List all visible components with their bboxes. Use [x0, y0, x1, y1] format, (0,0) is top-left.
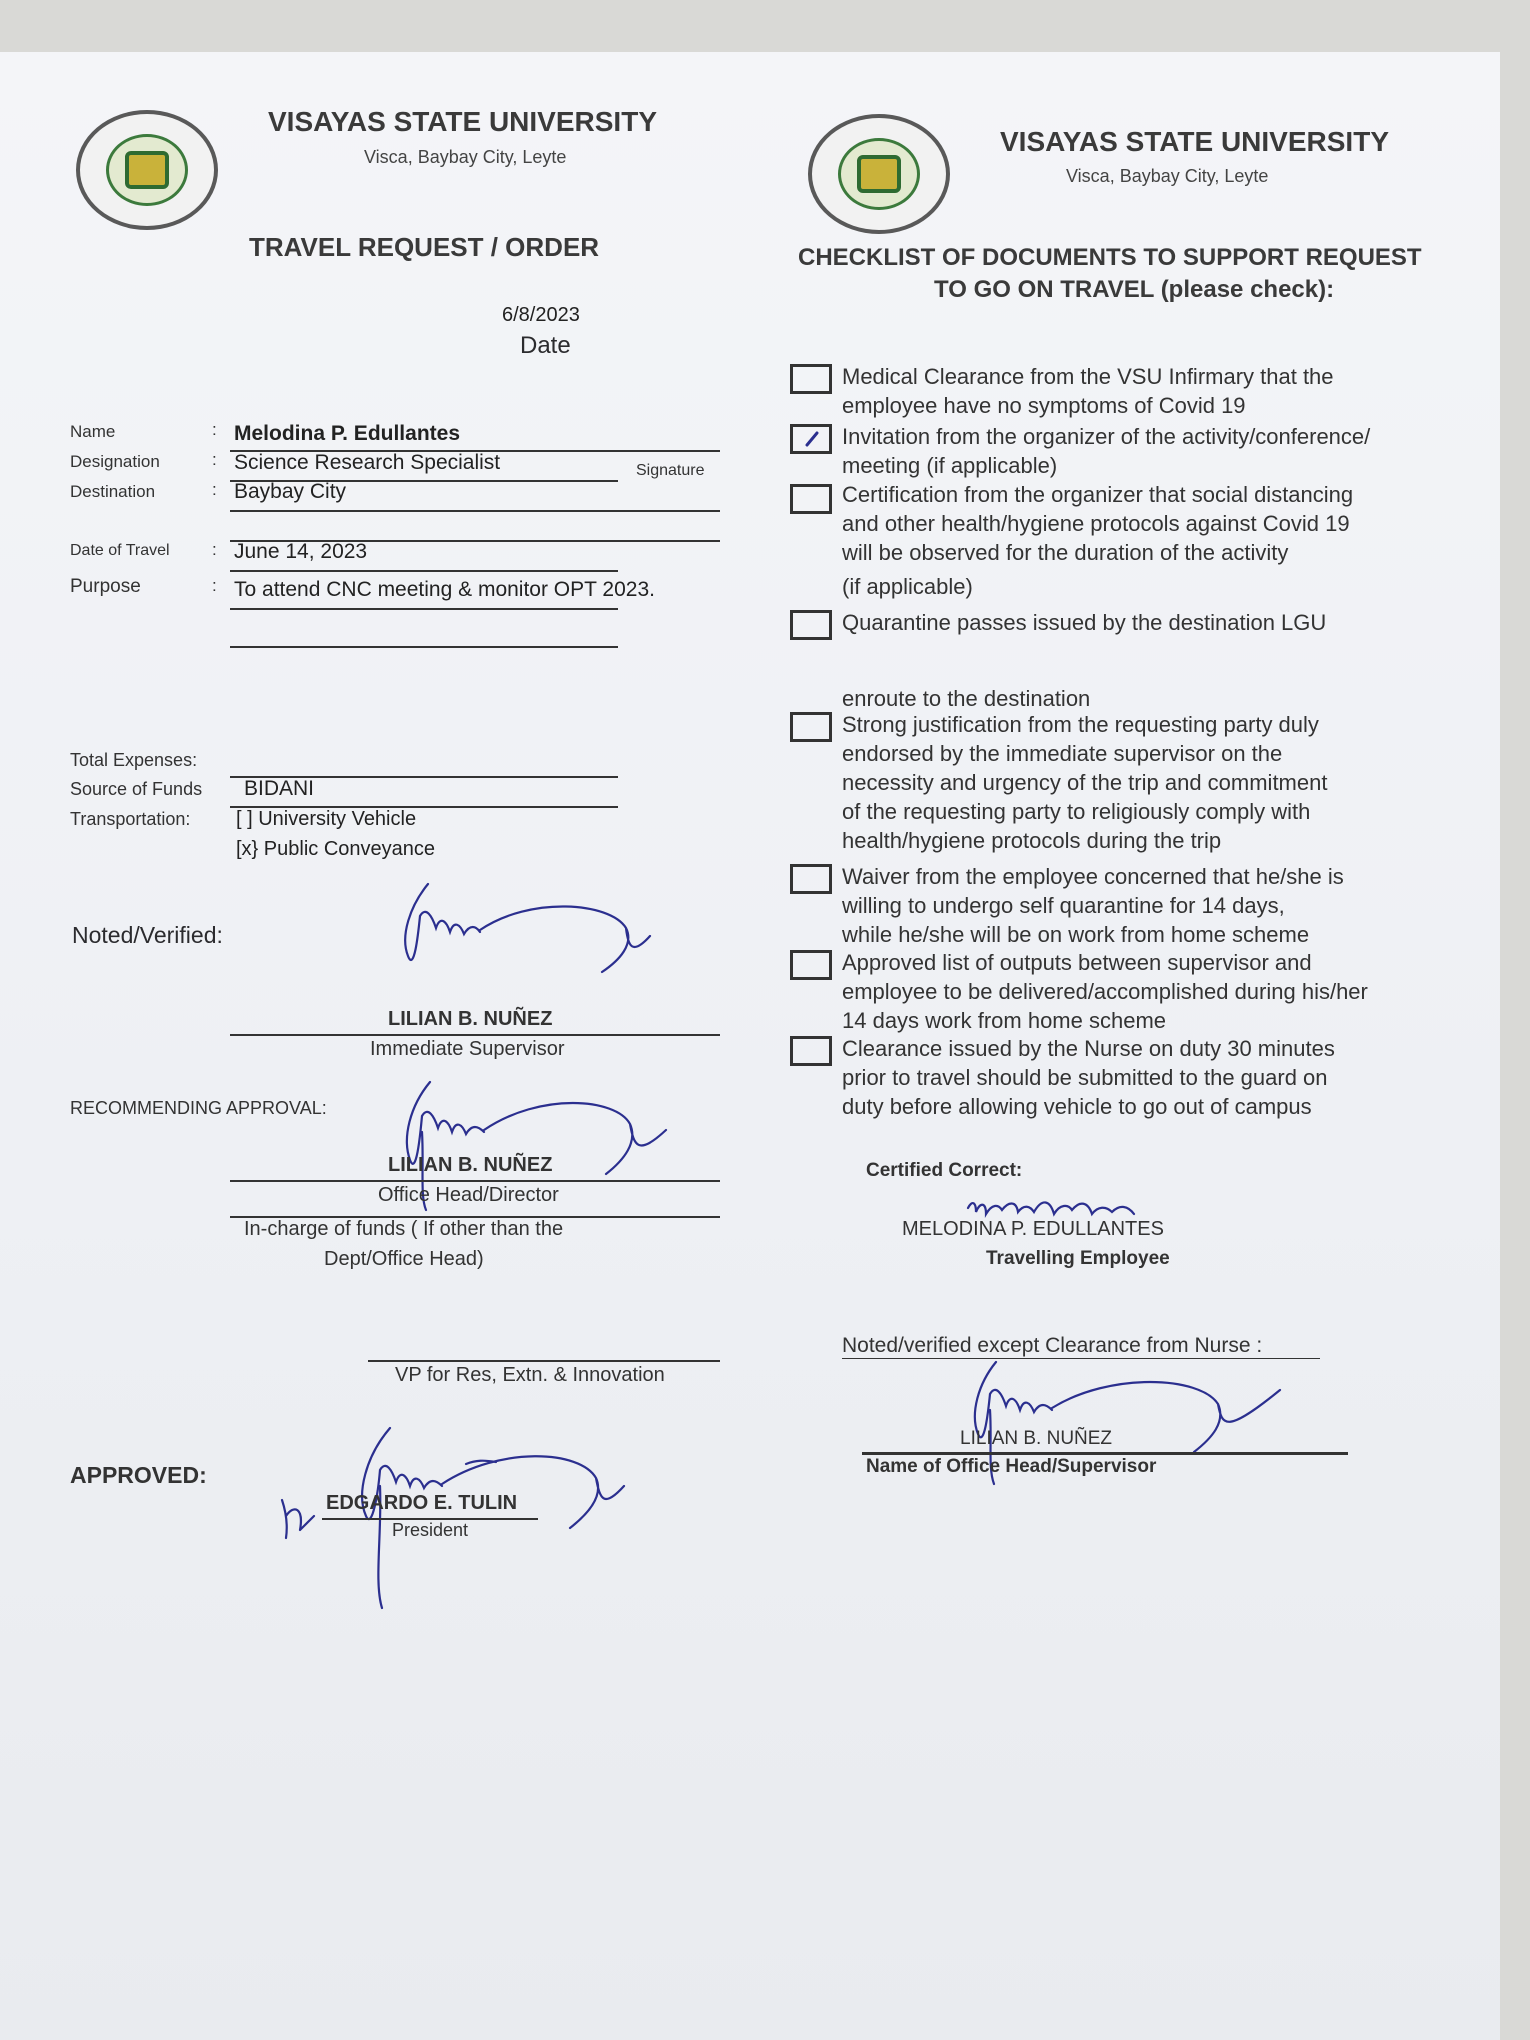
checklist-item-8-line-2: prior to travel should be submitted to the guard on	[842, 1065, 1328, 1090]
request-date: 6/8/2023	[502, 304, 580, 326]
nurse-note-name: LILIAN B. NUÑEZ	[960, 1428, 1113, 1449]
university-name-left: VISAYAS STATE UNIVERSITY	[268, 106, 657, 137]
checklist-item-7-line-1: Approved list of outputs between supervisor and	[842, 950, 1312, 975]
vp-line	[368, 1360, 720, 1362]
checklist-box-1[interactable]	[790, 364, 832, 394]
checklist-item-5-line-3: necessity and urgency of the trip and commitment	[842, 770, 1328, 795]
destination-value: Baybay City	[234, 480, 347, 503]
checklist-item-5-line-5: health/hygiene protocols during the trip	[842, 828, 1222, 853]
date-of-travel-colon: :	[212, 540, 217, 559]
checklist-item-6-line-3: while he/she will be on work from home scheme	[842, 922, 1310, 947]
checklist-item-6-line-2: willing to undergo self quarantine for 14 days,	[842, 893, 1285, 918]
checklist-item-7-line-2: employee to be delivered/accomplished during his/her	[842, 979, 1368, 1004]
designation-value: Science Research Specialist	[234, 451, 501, 474]
date-of-travel-value: June 14, 2023	[234, 540, 368, 563]
nurse-note-role: Name of Office Head/Supervisor	[866, 1456, 1157, 1477]
recommending-approval-label: RECOMMENDING APPROVAL:	[70, 1098, 327, 1118]
checkmark-icon	[793, 427, 829, 451]
nurse-note-label: Noted/verified except Clearance from Nurse :	[842, 1334, 1263, 1357]
transportation-label: Transportation:	[70, 809, 191, 829]
checklist-box-6[interactable]	[790, 864, 832, 894]
public-conveyance-option: [x} Public Conveyance	[236, 838, 436, 860]
checklist-box-8[interactable]	[790, 1036, 832, 1066]
university-seal-left	[76, 110, 218, 230]
purpose-value: To attend CNC meeting & monitor OPT 2023.	[234, 578, 655, 601]
incharge-line1: In-charge of funds ( If other than the	[244, 1218, 564, 1240]
noted-name: LILIAN B. NUÑEZ	[388, 1008, 553, 1030]
certified-label: Certified Correct:	[866, 1160, 1023, 1181]
approved-label: APPROVED:	[70, 1462, 207, 1488]
certified-role: Travelling Employee	[986, 1248, 1170, 1269]
designation-colon: :	[212, 450, 217, 469]
checklist-box-5[interactable]	[790, 712, 832, 742]
designation-label: Designation	[70, 452, 160, 471]
checklist-item-7-line-3: 14 days work from home scheme	[842, 1008, 1167, 1033]
incharge-line2: Dept/Office Head)	[324, 1248, 484, 1270]
university-name-right: VISAYAS STATE UNIVERSITY	[1000, 126, 1389, 157]
vp-role: VP for Res, Extn. & Innovation	[395, 1364, 665, 1386]
signature-noted	[380, 876, 660, 996]
checklist-item-5-line-4: of the requesting party to religiously comply with	[842, 799, 1311, 824]
checklist-item-4-line-3: enroute to the destination	[842, 686, 1091, 711]
recommending-name: LILIAN B. NUÑEZ	[388, 1154, 553, 1176]
approved-role: President	[392, 1520, 469, 1540]
checklist-item-3-line-3: will be observed for the duration of the activity	[842, 540, 1289, 565]
checklist-item-1-line-1: Medical Clearance from the VSU Infirmary that the	[842, 364, 1334, 389]
checklist-item-3-line-2: and other health/hygiene protocols against Covid 19	[842, 511, 1350, 536]
date-of-travel-label: Date of Travel	[70, 542, 170, 559]
purpose-line	[230, 608, 618, 610]
checklist-title-line1: CHECKLIST OF DOCUMENTS TO SUPPORT REQUEST	[798, 244, 1422, 271]
destination-colon: :	[212, 480, 217, 499]
purpose-label: Purpose	[70, 576, 141, 597]
checklist-item-5-line-2: endorsed by the immediate supervisor on the	[842, 741, 1283, 766]
nurse-note-line	[862, 1452, 1348, 1455]
signature-label: Signature	[636, 462, 705, 479]
checklist-box-7[interactable]	[790, 950, 832, 980]
source-of-funds-label: Source of Funds	[70, 779, 203, 799]
destination-line	[230, 510, 720, 512]
document-sheet	[0, 52, 1500, 2040]
approved-name: EDGARDO E. TULIN	[326, 1492, 518, 1514]
certified-name: MELODINA P. EDULLANTES	[902, 1218, 1164, 1240]
form-title: TRAVEL REQUEST / ORDER	[249, 232, 600, 262]
noted-verified-label: Noted/Verified:	[72, 922, 223, 948]
total-expenses-label: Total Expenses:	[70, 750, 198, 770]
name-label: Name	[70, 422, 116, 441]
checklist-item-2-line-2: meeting (if applicable)	[842, 453, 1058, 478]
checklist-item-8-line-3: duty before allowing vehicle to go out of campus	[842, 1094, 1312, 1119]
checklist-item-8-line-1: Clearance issued by the Nurse on duty 30 minutes	[842, 1036, 1335, 1061]
name-colon: :	[212, 420, 217, 439]
university-seal-right	[808, 114, 950, 234]
checklist-item-2-line-1: Invitation from the organizer of the activity/conference/	[842, 424, 1371, 449]
destination-label: Destination	[70, 482, 156, 501]
university-vehicle-option: [ ] University Vehicle	[236, 808, 417, 830]
recommending-role: Office Head/Director	[378, 1184, 559, 1206]
recommending-line	[230, 1180, 720, 1182]
checklist-box-2[interactable]	[790, 424, 832, 454]
noted-role: Immediate Supervisor	[370, 1038, 565, 1060]
university-address-right: Visca, Baybay City, Leyte	[1066, 166, 1269, 186]
university-address-left: Visca, Baybay City, Leyte	[364, 147, 567, 167]
name-value: Melodina P. Edullantes	[234, 422, 460, 445]
noted-line	[230, 1034, 720, 1036]
date-of-travel-line	[230, 570, 618, 572]
source-of-funds-value: BIDANI	[244, 777, 315, 800]
checklist-item-6-line-1: Waiver from the employee concerned that he/she is	[842, 864, 1344, 889]
checklist-item-5-line-1: Strong justification from the requesting party duly	[842, 712, 1319, 737]
checklist-item-3-line-4: (if applicable)	[842, 574, 973, 599]
checklist-item-3-line-1: Certification from the organizer that social distancing	[842, 482, 1354, 507]
purpose-colon: :	[212, 576, 217, 595]
checklist-item-1-line-2: employee have no symptoms of Covid 19	[842, 393, 1246, 418]
checklist-box-4[interactable]	[790, 610, 832, 640]
checklist-title-line2: TO GO ON TRAVEL (please check):	[934, 276, 1335, 303]
date-label: Date	[520, 332, 571, 359]
checklist-box-3[interactable]	[790, 484, 832, 514]
checklist-item-4-line-1: Quarantine passes issued by the destination LGU	[842, 610, 1327, 635]
purpose-line-2	[230, 646, 618, 648]
